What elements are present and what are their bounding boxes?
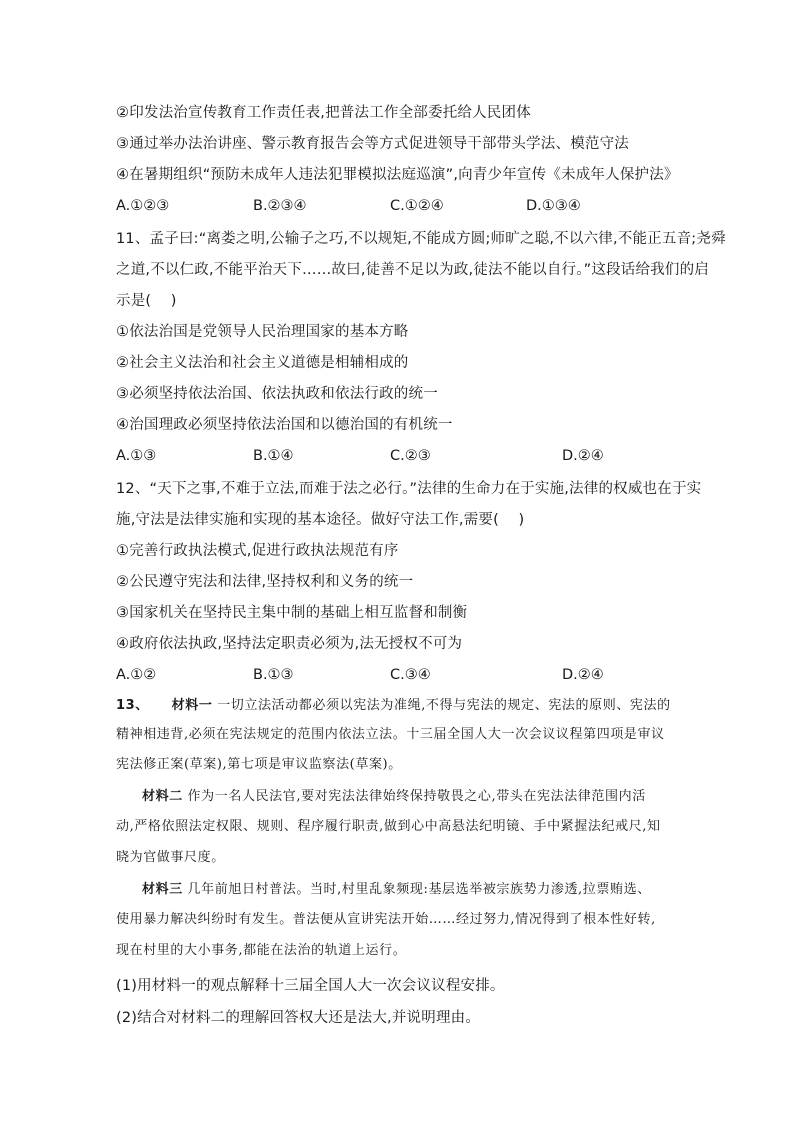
q13-material-2-text-1: 作为一名人民法官,要对宪法法律始终保持敬畏之心,带头在宪法法律范围内活 [187,789,646,804]
q13-material-3-line-3: 现在村里的大小事务,都能在法治的轨道上运行。 [116,943,407,958]
q13-material-2-line-2: 动,严格依照法定权限、规则、程序履行职责,做到心中高悬法纪明镜、手中紧握法纪戒尺,知 [116,819,661,834]
q12-item-1: ①完善行政执法模式,促进行政执法规范有序 [116,543,399,559]
q11-item-4: ④治国理政必须坚持依法治国和以德治国的有机统一 [116,417,453,433]
q10-option-c: C.①②④ [390,198,444,214]
q10-item-2: ②印发法治宣传教育工作责任表,把普法工作全部委托给人民团体 [116,105,531,121]
q12-option-d: D.②④ [562,667,604,683]
q10-option-a: A.①②③ [116,198,170,214]
q13-material-3-line-2: 使用暴力解决纠纷时有发生。普法便从宣讲宪法开始……经过努力,情况得到了根本性好转, [116,912,656,927]
q11-stem-line-3: 示是( ) [116,293,177,309]
q12-option-a: A.①② [116,667,157,683]
q13-sub-question-2: (2)结合对材料二的理解回答权大还是法大,并说明理由。 [116,1010,481,1026]
q13-material-1-text-1: 一切立法活动都必须以宪法为准绳,不得与宪法的规定、宪法的原则、宪法的 [217,698,671,713]
q11-item-1: ①依法治国是党领导人民治理国家的基本方略 [116,324,409,340]
q13-material-2-line-3: 晓为官做事尺度。 [116,850,225,865]
q11-option-a: A.①③ [116,448,157,464]
q11-option-c: C.②③ [390,448,431,464]
q13-material-1-line-3: 宪法修正案(草案),第七项是审议监察法(草案)。 [116,757,402,772]
q13-material-3-label: 材料三 [142,882,183,897]
q12-option-c: C.③④ [390,667,431,683]
q13-material-1-label: 材料一 [171,698,213,713]
q10-option-b: B.②③④ [253,198,307,214]
q10-item-3: ③通过举办法治讲座、警示教育报告会等方式促进领导干部带头学法、模范守法 [116,136,629,152]
q13-material-3-text-1: 几年前旭日村普法。当时,村里乱象频现:基层选举被宗族势力渗透,拉票贿选、 [187,882,651,897]
q13-number: 13、 [116,698,149,713]
q13-material-2-line-1 [116,788,696,806]
q11-item-3: ③必须坚持依法治国、依法执政和依法行政的统一 [116,386,438,402]
q12-stem-line-2: 施,守法是法律实施和实现的基本途径。做好守法工作,需要( ) [116,512,525,528]
q13-material-3-line-1 [116,881,696,899]
q11-stem-line-1: 11、孟子曰:“离娄之明,公输子之巧,不以规矩,不能成方圆;师旷之聪,不以六律,不能正五音;尧舜 [116,231,726,247]
q11-option-d: D.②④ [562,448,604,464]
q10-item-4: ④在暑期组织“预防未成年人违法犯罪模拟法庭巡演”,向青少年宣传《未成年人保护法》 [116,167,679,183]
q12-item-3: ③国家机关在坚持民主集中制的基础上相互监督和制衡 [116,605,468,621]
q13-material-2-label: 材料二 [142,789,183,804]
q12-item-2: ②公民遵守宪法和法律,坚持权利和义务的统一 [116,574,414,590]
q10-option-d: D.①③④ [526,198,581,214]
q11-option-b: B.①④ [253,448,294,464]
q11-stem-line-2: 之道,不以仁政,不能平治天下……故曰,徒善不足以为政,徒法不能以自行。”这段话给我们的启 [116,262,709,278]
q12-stem-line-1: 12、“天下之事,不难于立法,而难于法之必行。”法律的生命力在于实施,法律的权威也在于实 [116,481,702,497]
q13-sub-question-1: (1)用材料一的观点解释十三届全国人大一次会议议程安排。 [116,978,505,994]
q12-item-4: ④政府依法执政,坚持法定职责必须为,法无授权不可为 [116,636,463,652]
q13-material-1-line-1 [116,697,696,715]
q13-material-1-line-2: 精神相违背,必须在宪法规定的范围内依法立法。十三届全国人大一次会议议程第四项是审议 [116,727,665,742]
q12-option-b: B.①③ [253,667,294,683]
q11-item-2: ②社会主义法治和社会主义道德是相辅相成的 [116,355,409,371]
